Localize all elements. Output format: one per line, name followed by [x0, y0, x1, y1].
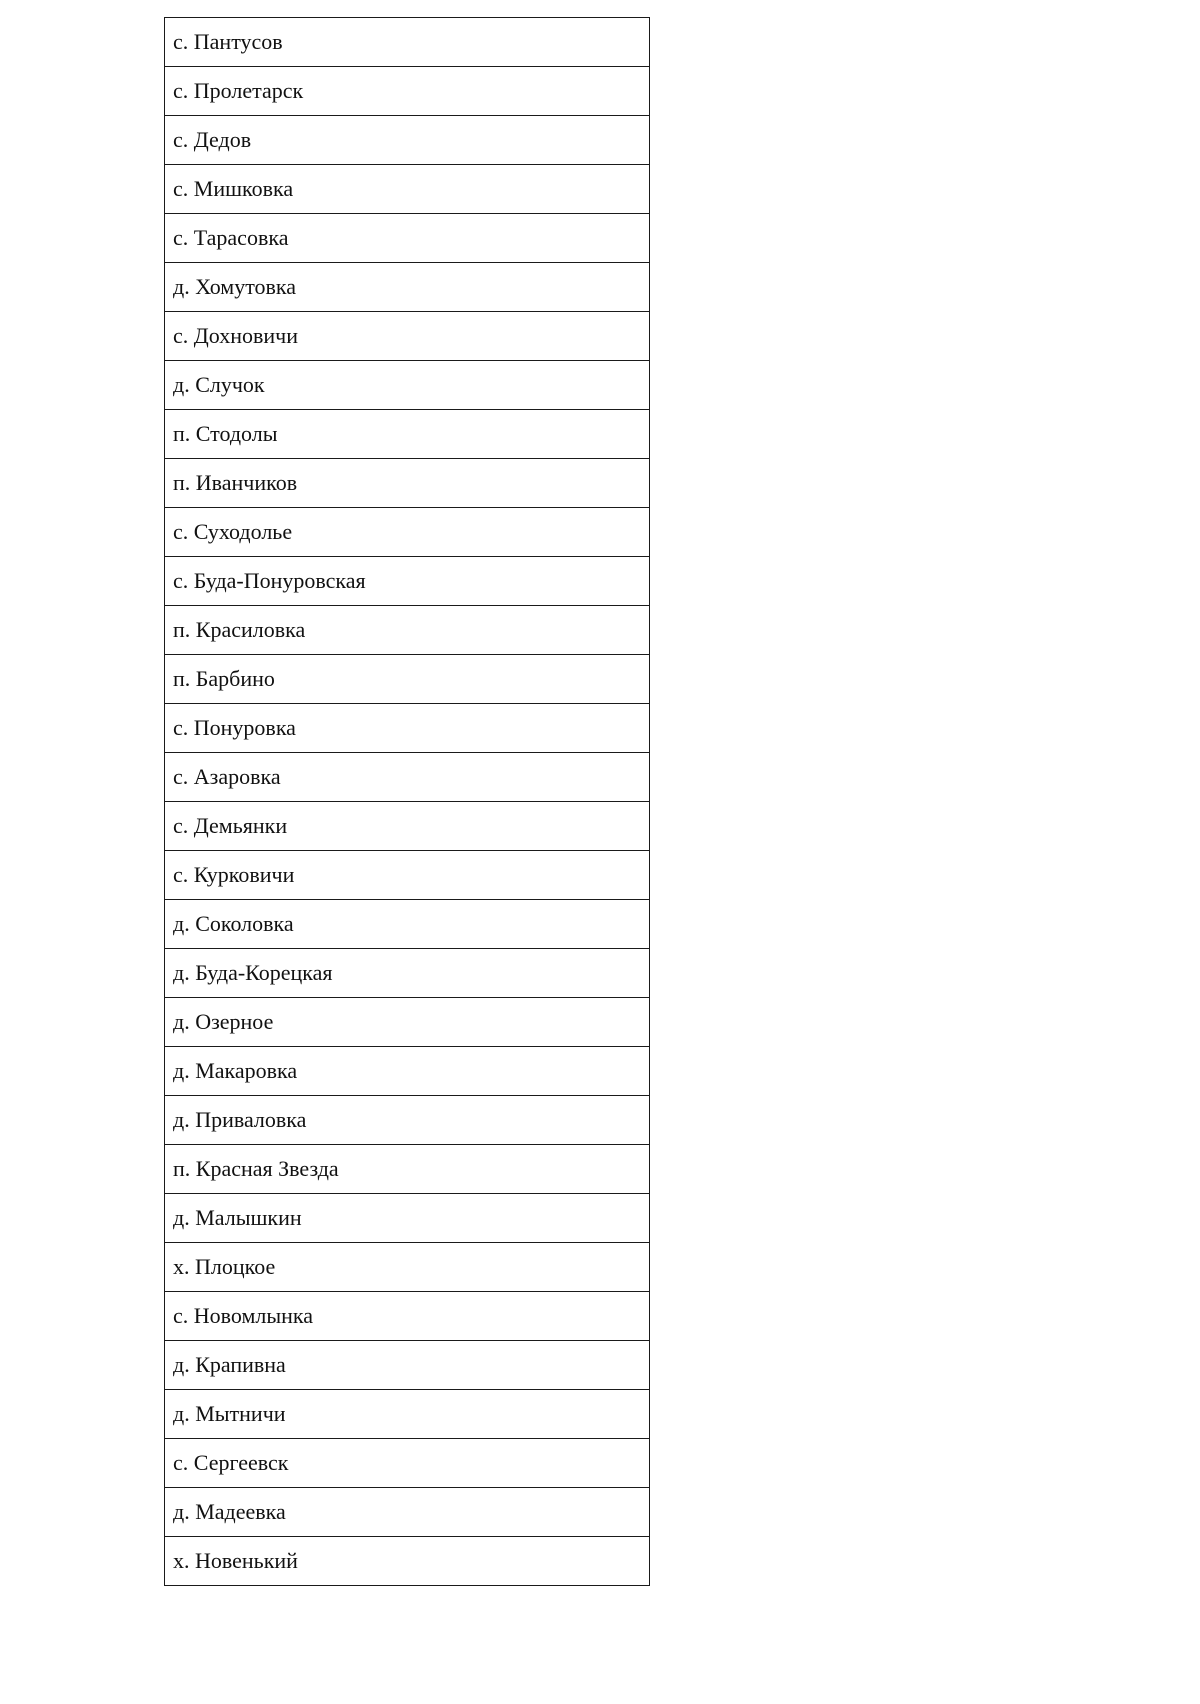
table-row — [165, 1047, 650, 1096]
table-row — [165, 116, 650, 165]
table-row — [165, 704, 650, 753]
table-row — [165, 1292, 650, 1341]
settlement-name-cell: п. Иванчиков — [165, 459, 650, 508]
settlement-name-cell: с. Демьянки — [165, 802, 650, 851]
settlement-name-cell: с. Курковичи — [165, 851, 650, 900]
settlement-name-cell: п. Красиловка — [165, 606, 650, 655]
table-row — [165, 263, 650, 312]
settlement-name-cell: х. Новенький — [165, 1537, 650, 1586]
table-row — [165, 18, 650, 67]
settlement-name-cell: д. Мытничи — [165, 1390, 650, 1439]
table-row — [165, 655, 650, 704]
settlement-name-cell: д. Соколовка — [165, 900, 650, 949]
settlement-name-cell: с. Новомлынка — [165, 1292, 650, 1341]
settlement-name-cell: с. Понуровка — [165, 704, 650, 753]
table-row — [165, 1341, 650, 1390]
settlement-name-cell: с. Пролетарск — [165, 67, 650, 116]
settlement-name-cell: с. Сергеевск — [165, 1439, 650, 1488]
table-row — [165, 1194, 650, 1243]
settlements-table-body — [165, 18, 650, 1586]
settlement-name-cell: п. Красная Звезда — [165, 1145, 650, 1194]
settlement-name-cell: д. Макаровка — [165, 1047, 650, 1096]
settlement-name-cell: д. Мадеевка — [165, 1488, 650, 1537]
settlement-name-cell: д. Случок — [165, 361, 650, 410]
settlement-name-cell: п. Стодолы — [165, 410, 650, 459]
table-row — [165, 606, 650, 655]
settlement-name-cell: д. Малышкин — [165, 1194, 650, 1243]
settlement-name-cell: п. Барбино — [165, 655, 650, 704]
table-row — [165, 410, 650, 459]
table-row — [165, 1390, 650, 1439]
table-row — [165, 557, 650, 606]
table-row — [165, 165, 650, 214]
table-row — [165, 67, 650, 116]
settlement-name-cell: с. Пантусов — [165, 18, 650, 67]
table-row — [165, 1243, 650, 1292]
settlement-name-cell: х. Плоцкое — [165, 1243, 650, 1292]
table-row — [165, 998, 650, 1047]
table-row — [165, 1145, 650, 1194]
table-row — [165, 459, 650, 508]
table-row — [165, 802, 650, 851]
table-row — [165, 1537, 650, 1586]
settlement-name-cell: с. Дедов — [165, 116, 650, 165]
table-row — [165, 851, 650, 900]
settlement-name-cell: с. Тарасовка — [165, 214, 650, 263]
table-row — [165, 1096, 650, 1145]
settlement-name-cell: с. Суходолье — [165, 508, 650, 557]
settlement-name-cell: д. Приваловка — [165, 1096, 650, 1145]
table-row — [165, 900, 650, 949]
table-row — [165, 949, 650, 998]
table-row — [165, 1488, 650, 1537]
table-row — [165, 753, 650, 802]
settlement-name-cell: д. Озерное — [165, 998, 650, 1047]
settlement-name-cell: д. Буда-Корецкая — [165, 949, 650, 998]
settlement-name-cell: с. Азаровка — [165, 753, 650, 802]
table-row — [165, 214, 650, 263]
table-row — [165, 1439, 650, 1488]
settlement-name-cell: с. Буда-Понуровская — [165, 557, 650, 606]
settlement-name-cell: д. Крапивна — [165, 1341, 650, 1390]
settlements-table — [164, 17, 650, 1586]
table-row — [165, 312, 650, 361]
settlement-name-cell: с. Дохновичи — [165, 312, 650, 361]
table-row — [165, 361, 650, 410]
settlement-name-cell: д. Хомутовка — [165, 263, 650, 312]
table-row — [165, 508, 650, 557]
settlement-name-cell: с. Мишковка — [165, 165, 650, 214]
